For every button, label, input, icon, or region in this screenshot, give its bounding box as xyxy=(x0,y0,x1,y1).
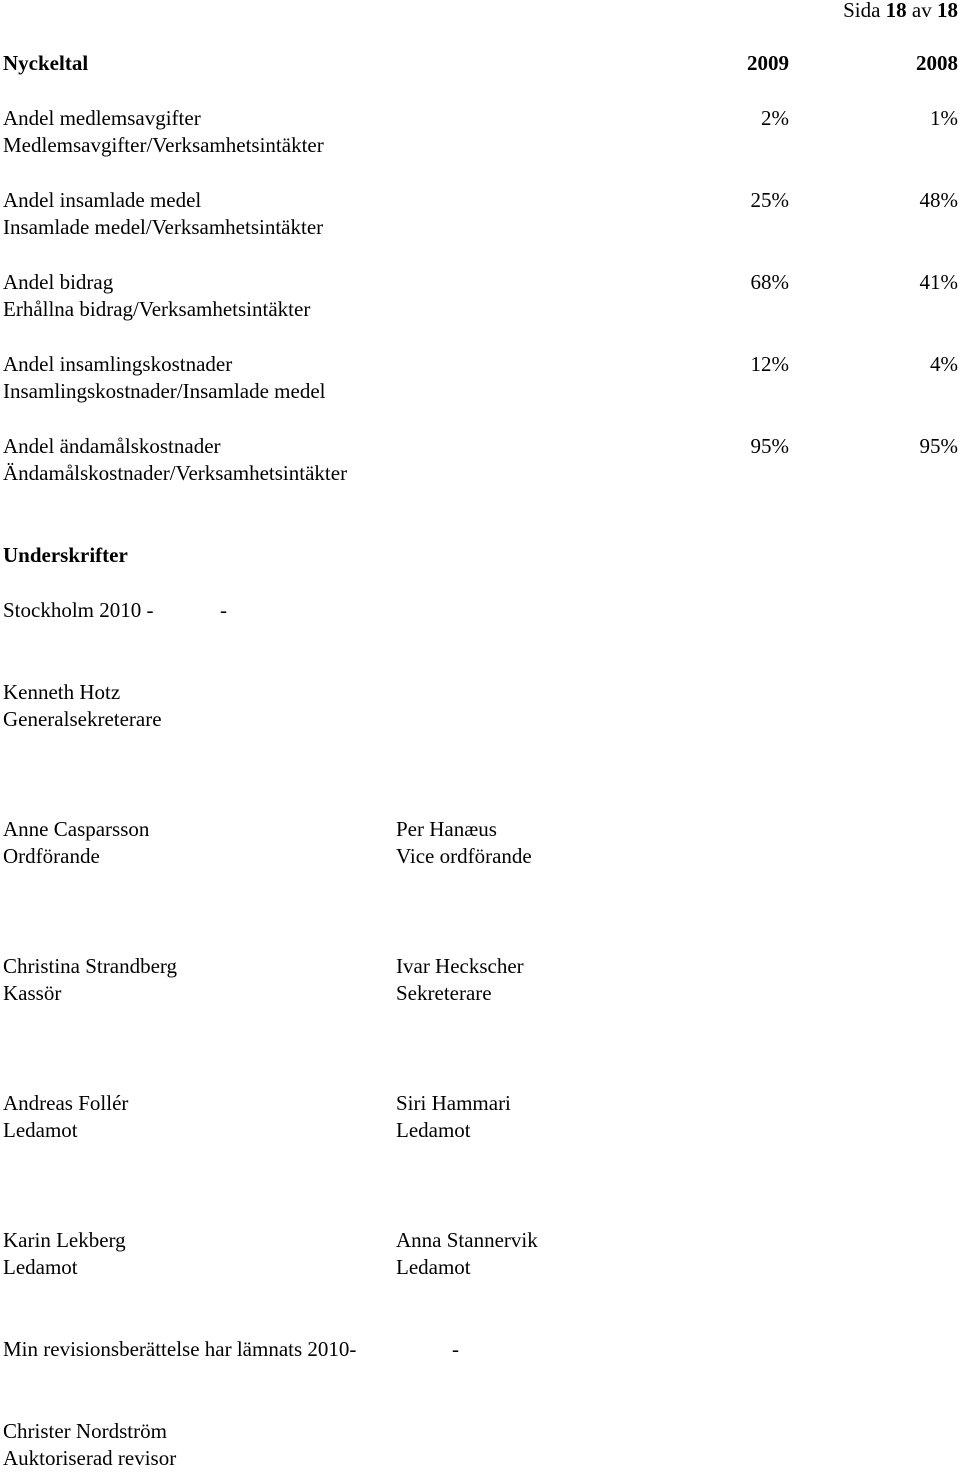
signatory-name: Karin Lekberg xyxy=(3,1228,126,1252)
auditor-name: Christer Nordström xyxy=(3,1419,167,1443)
ratio-value-2009: 2% xyxy=(761,106,789,130)
ratio-value-2008: 95% xyxy=(919,434,958,458)
signatory-role: Ledamot xyxy=(396,1255,471,1279)
audit-date-dash: - xyxy=(452,1337,459,1361)
signatory-name: Anne Casparsson xyxy=(3,817,150,841)
signatory-name: Siri Hammari xyxy=(396,1091,511,1115)
page-total: 18 xyxy=(937,0,958,22)
ratio-formula: Erhållna bidrag/Verksamhetsintäkter xyxy=(3,297,311,321)
ratio-title: Andel insamlade medel xyxy=(3,188,202,212)
ratio-value-2009: 68% xyxy=(750,270,789,294)
ratio-title: Andel medlemsavgifter xyxy=(3,106,201,130)
place-date: Stockholm 2010 - xyxy=(3,598,154,622)
signatory-name: Kenneth Hotz xyxy=(3,680,121,704)
signatory-role: Ledamot xyxy=(3,1255,78,1279)
underskrifter-heading: Underskrifter xyxy=(3,543,128,567)
ratio-value-2008: 4% xyxy=(930,352,958,376)
signatory-role: Ledamot xyxy=(3,1118,78,1142)
ratio-value-2009: 25% xyxy=(750,188,789,212)
signatory-name: Per Hanæus xyxy=(396,817,497,841)
signatory-role: Sekreterare xyxy=(396,981,492,1005)
ratio-title: Andel bidrag xyxy=(3,270,114,294)
signatory-name: Anna Stannervik xyxy=(396,1228,538,1252)
ratio-title: Andel ändamålskostnader xyxy=(3,434,221,458)
ratio-value-2008: 1% xyxy=(930,106,958,130)
nyckeltal-heading: Nyckeltal xyxy=(3,51,89,75)
auditor-role: Auktoriserad revisor xyxy=(3,1446,177,1470)
year-2008-header: 2008 xyxy=(916,51,958,75)
page-number xyxy=(843,0,958,24)
signatory-role: Ledamot xyxy=(396,1118,471,1142)
ratio-formula: Insamlingskostnader/Insamlade medel xyxy=(3,379,326,403)
ratio-value-2009: 12% xyxy=(750,352,789,376)
page-label: Sida xyxy=(843,0,881,22)
signatory-role: Vice ordförande xyxy=(396,844,532,868)
signatory-name: Ivar Heckscher xyxy=(396,954,524,978)
page-of: av xyxy=(911,0,932,22)
page-current: 18 xyxy=(885,0,907,22)
signatory-role: Ordförande xyxy=(3,844,100,868)
place-date-dash: - xyxy=(220,598,227,622)
signatory-role: Kassör xyxy=(3,981,62,1005)
year-2009-header: 2009 xyxy=(747,51,789,75)
ratio-formula: Ändamålskostnader/Verksamhetsintäkter xyxy=(3,461,348,485)
ratio-title: Andel insamlingskostnader xyxy=(3,352,233,376)
audit-statement: Min revisionsberättelse har lämnats 2010- xyxy=(3,1337,357,1361)
ratio-value-2008: 48% xyxy=(919,188,958,212)
signatory-role: Generalsekreterare xyxy=(3,707,162,731)
ratio-value-2009: 95% xyxy=(750,434,789,458)
ratio-formula: Medlemsavgifter/Verksamhetsintäkter xyxy=(3,133,324,157)
ratio-value-2008: 41% xyxy=(919,270,958,294)
ratio-formula: Insamlade medel/Verksamhetsintäkter xyxy=(3,215,324,239)
signatory-name: Andreas Follér xyxy=(3,1091,129,1115)
signatory-name: Christina Strandberg xyxy=(3,954,178,978)
